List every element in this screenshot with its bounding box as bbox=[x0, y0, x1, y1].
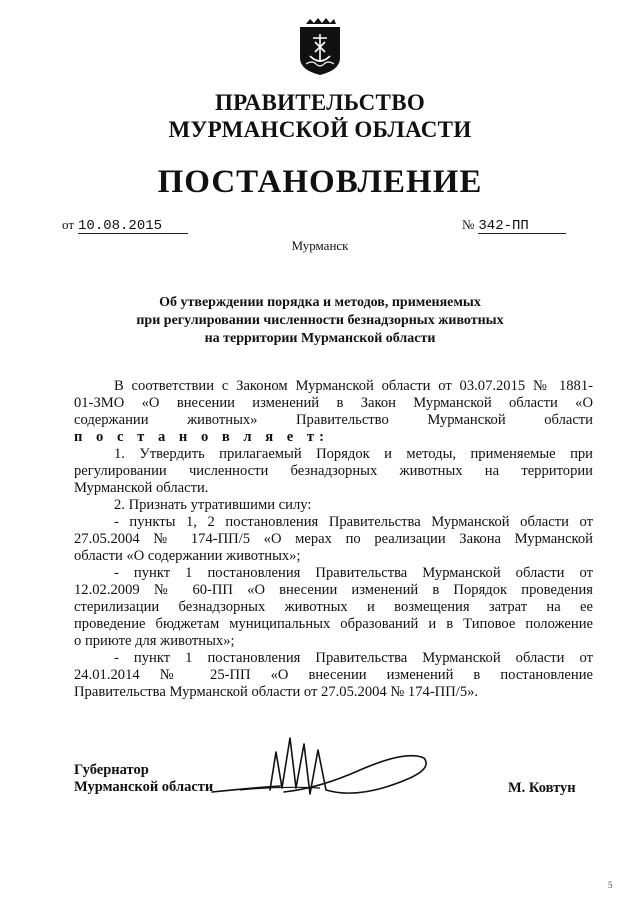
number-prefix: № bbox=[462, 217, 475, 232]
subject-line: при регулировании численности безнадзорных животных bbox=[136, 313, 504, 328]
date-field bbox=[62, 216, 188, 234]
government-name-line1: ПРАВИТЕЛЬСТВО bbox=[214, 90, 426, 115]
document-type-title: ПОСТАНОВЛЕНИЕ bbox=[157, 164, 483, 200]
signer-position-line1: Губернатор bbox=[74, 762, 149, 778]
body-line: В соответствии с Законом Мурманской области от 03.07.2015 № 1881- bbox=[114, 378, 593, 394]
body-line: 27.05.2004 № 174-ПП/5 «О мерах по реализации Закона Мурманской bbox=[74, 531, 593, 547]
body-line: - пункты 1, 2 постановления Правительства Мурманской области от bbox=[114, 514, 593, 530]
body-line: 12.02.2009 № 60-ПП «О внесении изменений в Порядок проведения bbox=[74, 582, 593, 598]
signer-position-line2: Мурманской области bbox=[74, 779, 214, 795]
body-line: Мурманской области. bbox=[74, 480, 209, 496]
body-line: стерилизации безнадзорных животных и возмещения затрат на ее bbox=[74, 599, 593, 615]
body-line: 01-ЗМО «О внесении изменений в Закон Мурманской области «О bbox=[74, 395, 593, 411]
handwritten-signature bbox=[210, 730, 450, 820]
government-name-line2: МУРМАНСКОЙ ОБЛАСТИ bbox=[168, 117, 472, 142]
body-line: - пункт 1 постановления Правительства Мурманской области от bbox=[114, 650, 593, 666]
document-date: 10.08.2015 bbox=[78, 220, 188, 234]
resolution-word: п о с т а н о в л я е т: bbox=[74, 429, 329, 445]
signer-name: М. Ковтун bbox=[508, 780, 576, 796]
body-line: области «О содержании животных»; bbox=[74, 548, 301, 564]
body-line: - пункт 1 постановления Правительства Мурманской области от bbox=[114, 565, 593, 581]
number-field bbox=[462, 216, 566, 234]
body-line: 2. Признать утратившими силу: bbox=[114, 497, 312, 513]
subject-line: на территории Мурманской области bbox=[204, 331, 436, 346]
body-line: содержании животных» Правительство Мурманской области bbox=[74, 412, 593, 428]
body-line: проведение бюджетам муниципальных образований и в Типовое положение bbox=[74, 616, 593, 632]
city-name: Мурманск bbox=[291, 238, 349, 253]
date-prefix: от bbox=[62, 217, 75, 232]
subject-line: Об утверждении порядка и методов, применяемых bbox=[159, 295, 481, 310]
body-line: регулировании численности безнадзорных животных на территории bbox=[74, 463, 593, 479]
body-line: 24.01.2014 № 25-ПП «О внесении изменений в постановление bbox=[74, 667, 593, 683]
body-line: 1. Утвердить прилагаемый Порядок и методы, применяемые при bbox=[114, 446, 593, 462]
body-line: Правительства Мурманской области от 27.05.2004 № 174-ПП/5». bbox=[74, 684, 479, 700]
coat-of-arms-icon bbox=[296, 18, 344, 76]
page-number: 5 bbox=[608, 880, 613, 890]
body-line: о приюте для животных»; bbox=[74, 633, 235, 649]
document-number: 342-ПП bbox=[478, 220, 566, 234]
